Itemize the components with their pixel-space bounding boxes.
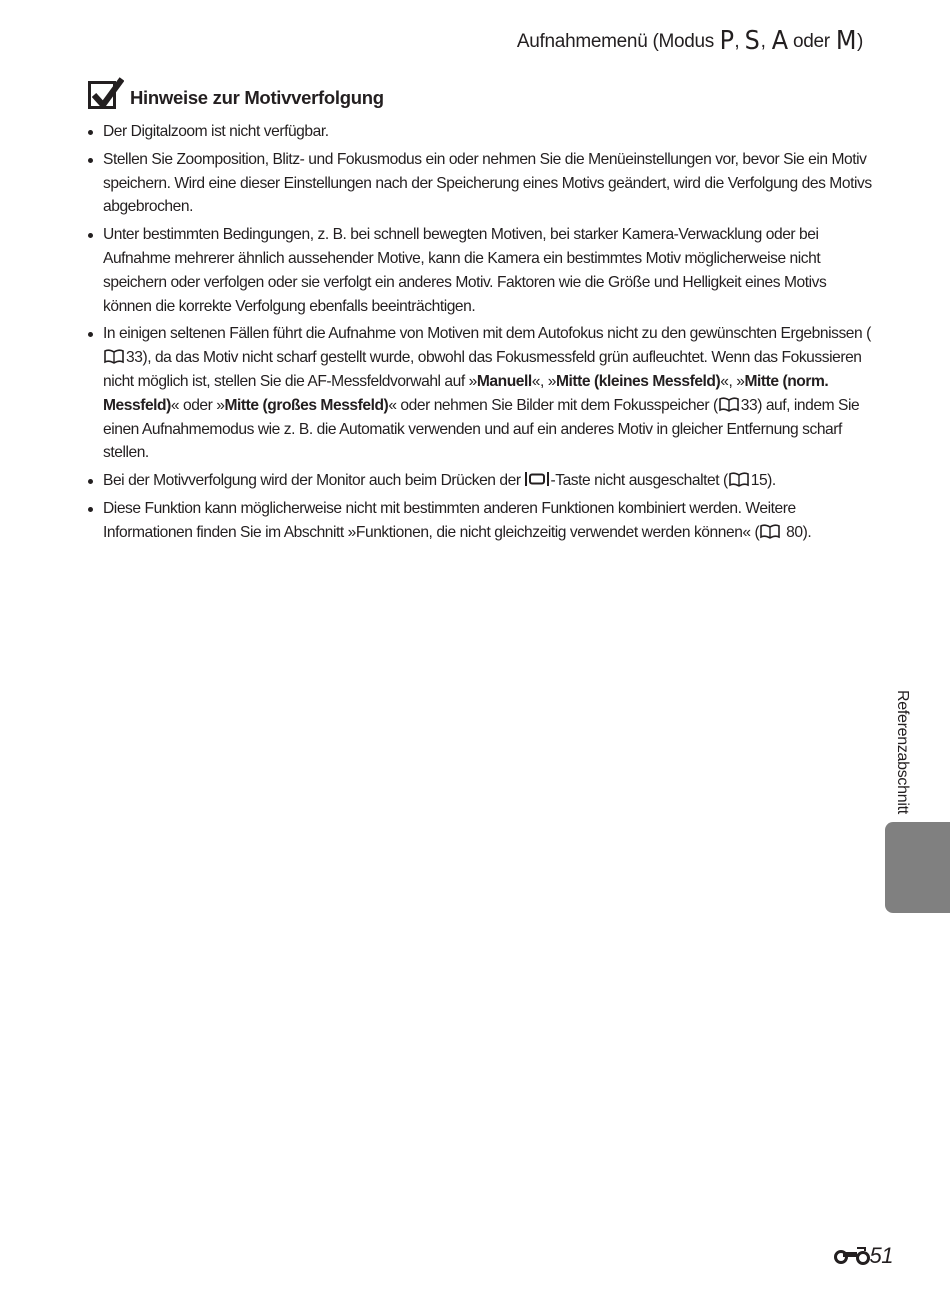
monitor-button-icon [524, 471, 550, 487]
section-tab[interactable] [885, 822, 950, 913]
book-reference-icon [728, 472, 750, 487]
list-item [88, 322, 878, 465]
page-number [834, 1243, 893, 1269]
running-head-suffix: ) [856, 31, 863, 52]
note-text: «, » [720, 372, 745, 390]
note-text: Stellen Sie Zoomposition, Blitz- und Fokusmodus ein oder nehmen Sie die Menüeinstellungen vor, bevor Sie ein Motiv speichern. Wird eine dieser Einstellungen nach der Speicherung eines Motivs geändert, wird die Verfolgung des Motivs abgebrochen. [103, 150, 872, 216]
note-heading [88, 80, 384, 110]
note-text: Unter bestimmten Bedingungen, z. B. bei schnell bewegten Motiven, bei starker Kamera-Verwacklung oder bei Aufnahme mehrerer ähnlich aussehender Motive, kann die Kamera ein bestimmtes Motiv möglicherweise nicht speichern oder verfolgen oder sie verfolgt ein anderes Motiv. Faktoren wie die Größe und Helligkeit eines Motivs können die korrekte Verfolgung ebenfalls beeinträchtigen. [103, 226, 827, 315]
page-ref[interactable]: 33 [126, 349, 143, 367]
note-text: «, » [531, 372, 556, 390]
note-text: « oder » [170, 396, 225, 414]
note-heading-text: Hinweise zur Motivverfolgung [130, 87, 384, 108]
book-reference-icon [718, 397, 740, 412]
check-mark-icon [88, 81, 116, 109]
list-item [88, 497, 878, 545]
book-reference-icon [759, 524, 781, 539]
side-section-label: Referenzabschnitt [894, 690, 911, 814]
reference-section-icon [834, 1247, 870, 1265]
list-item [88, 148, 878, 219]
running-head-sep: , [760, 31, 771, 52]
option-mitte-klein: Mitte (kleines Messfeld) [556, 372, 721, 390]
note-text: Bei der Motivverfolgung wird der Monitor auch beim Drücken der [103, 472, 525, 490]
note-text: Der Digitalzoom ist nicht verfügbar. [103, 123, 329, 140]
list-item [88, 469, 878, 493]
option-mitte-norm: Mitte (norm. Messfeld) [103, 372, 829, 414]
mode-p-icon: P [719, 26, 734, 56]
option-mitte-gross: Mitte (großes Messfeld) [224, 396, 389, 414]
note-text: ), da das Motiv nicht scharf gestellt wurde, obwohl das Fokusmessfeld grün aufleuchtet. Wenn das Fokussieren nicht möglich ist, stellen Sie die AF-Messfeldvorwahl auf » [103, 349, 862, 390]
note-text: Diese Funktion kann möglicherweise nicht mit bestimmten anderen Funktionen kombiniert werden. Weitere Informationen finden Sie im Abschnitt »Funktionen, die nicht gleichzeitig verwendet werden können« ( [103, 499, 796, 541]
running-head-or: oder [788, 31, 835, 52]
list-item [88, 120, 878, 144]
page-ref[interactable]: 15 [750, 472, 768, 490]
note-text: ). [767, 472, 776, 490]
option-manuell: Manuell [476, 372, 532, 390]
mode-s-icon: S [744, 26, 760, 56]
page-ref[interactable]: 80 [782, 523, 803, 541]
note-text: ) auf, indem Sie einen Aufnahmemodus wie z. B. die Automatik verwenden und auf ein anderes Motiv in gleicher Entfernung scharf stellen. [103, 396, 860, 462]
mode-m-icon: M [835, 26, 857, 56]
note-text: -Taste nicht ausgeschaltet ( [550, 472, 728, 490]
page-ref[interactable]: 33 [740, 396, 758, 414]
page-number-value: 51 [869, 1243, 893, 1268]
list-item [88, 223, 878, 318]
note-text: In einigen seltenen Fällen führt die Aufnahme von Motiven mit dem Autofokus nicht zu den gewünschten Ergebnissen ( [103, 325, 871, 343]
note-list [88, 120, 878, 549]
running-head [517, 26, 863, 56]
running-head-prefix: Aufnahmemenü (Modus [516, 31, 719, 52]
mode-a-icon: A [771, 26, 788, 56]
book-reference-icon [103, 349, 125, 364]
note-text: ). [802, 523, 812, 541]
running-head-sep: , [734, 31, 745, 52]
note-text: « oder nehmen Sie Bilder mit dem Fokusspeicher ( [388, 396, 718, 414]
